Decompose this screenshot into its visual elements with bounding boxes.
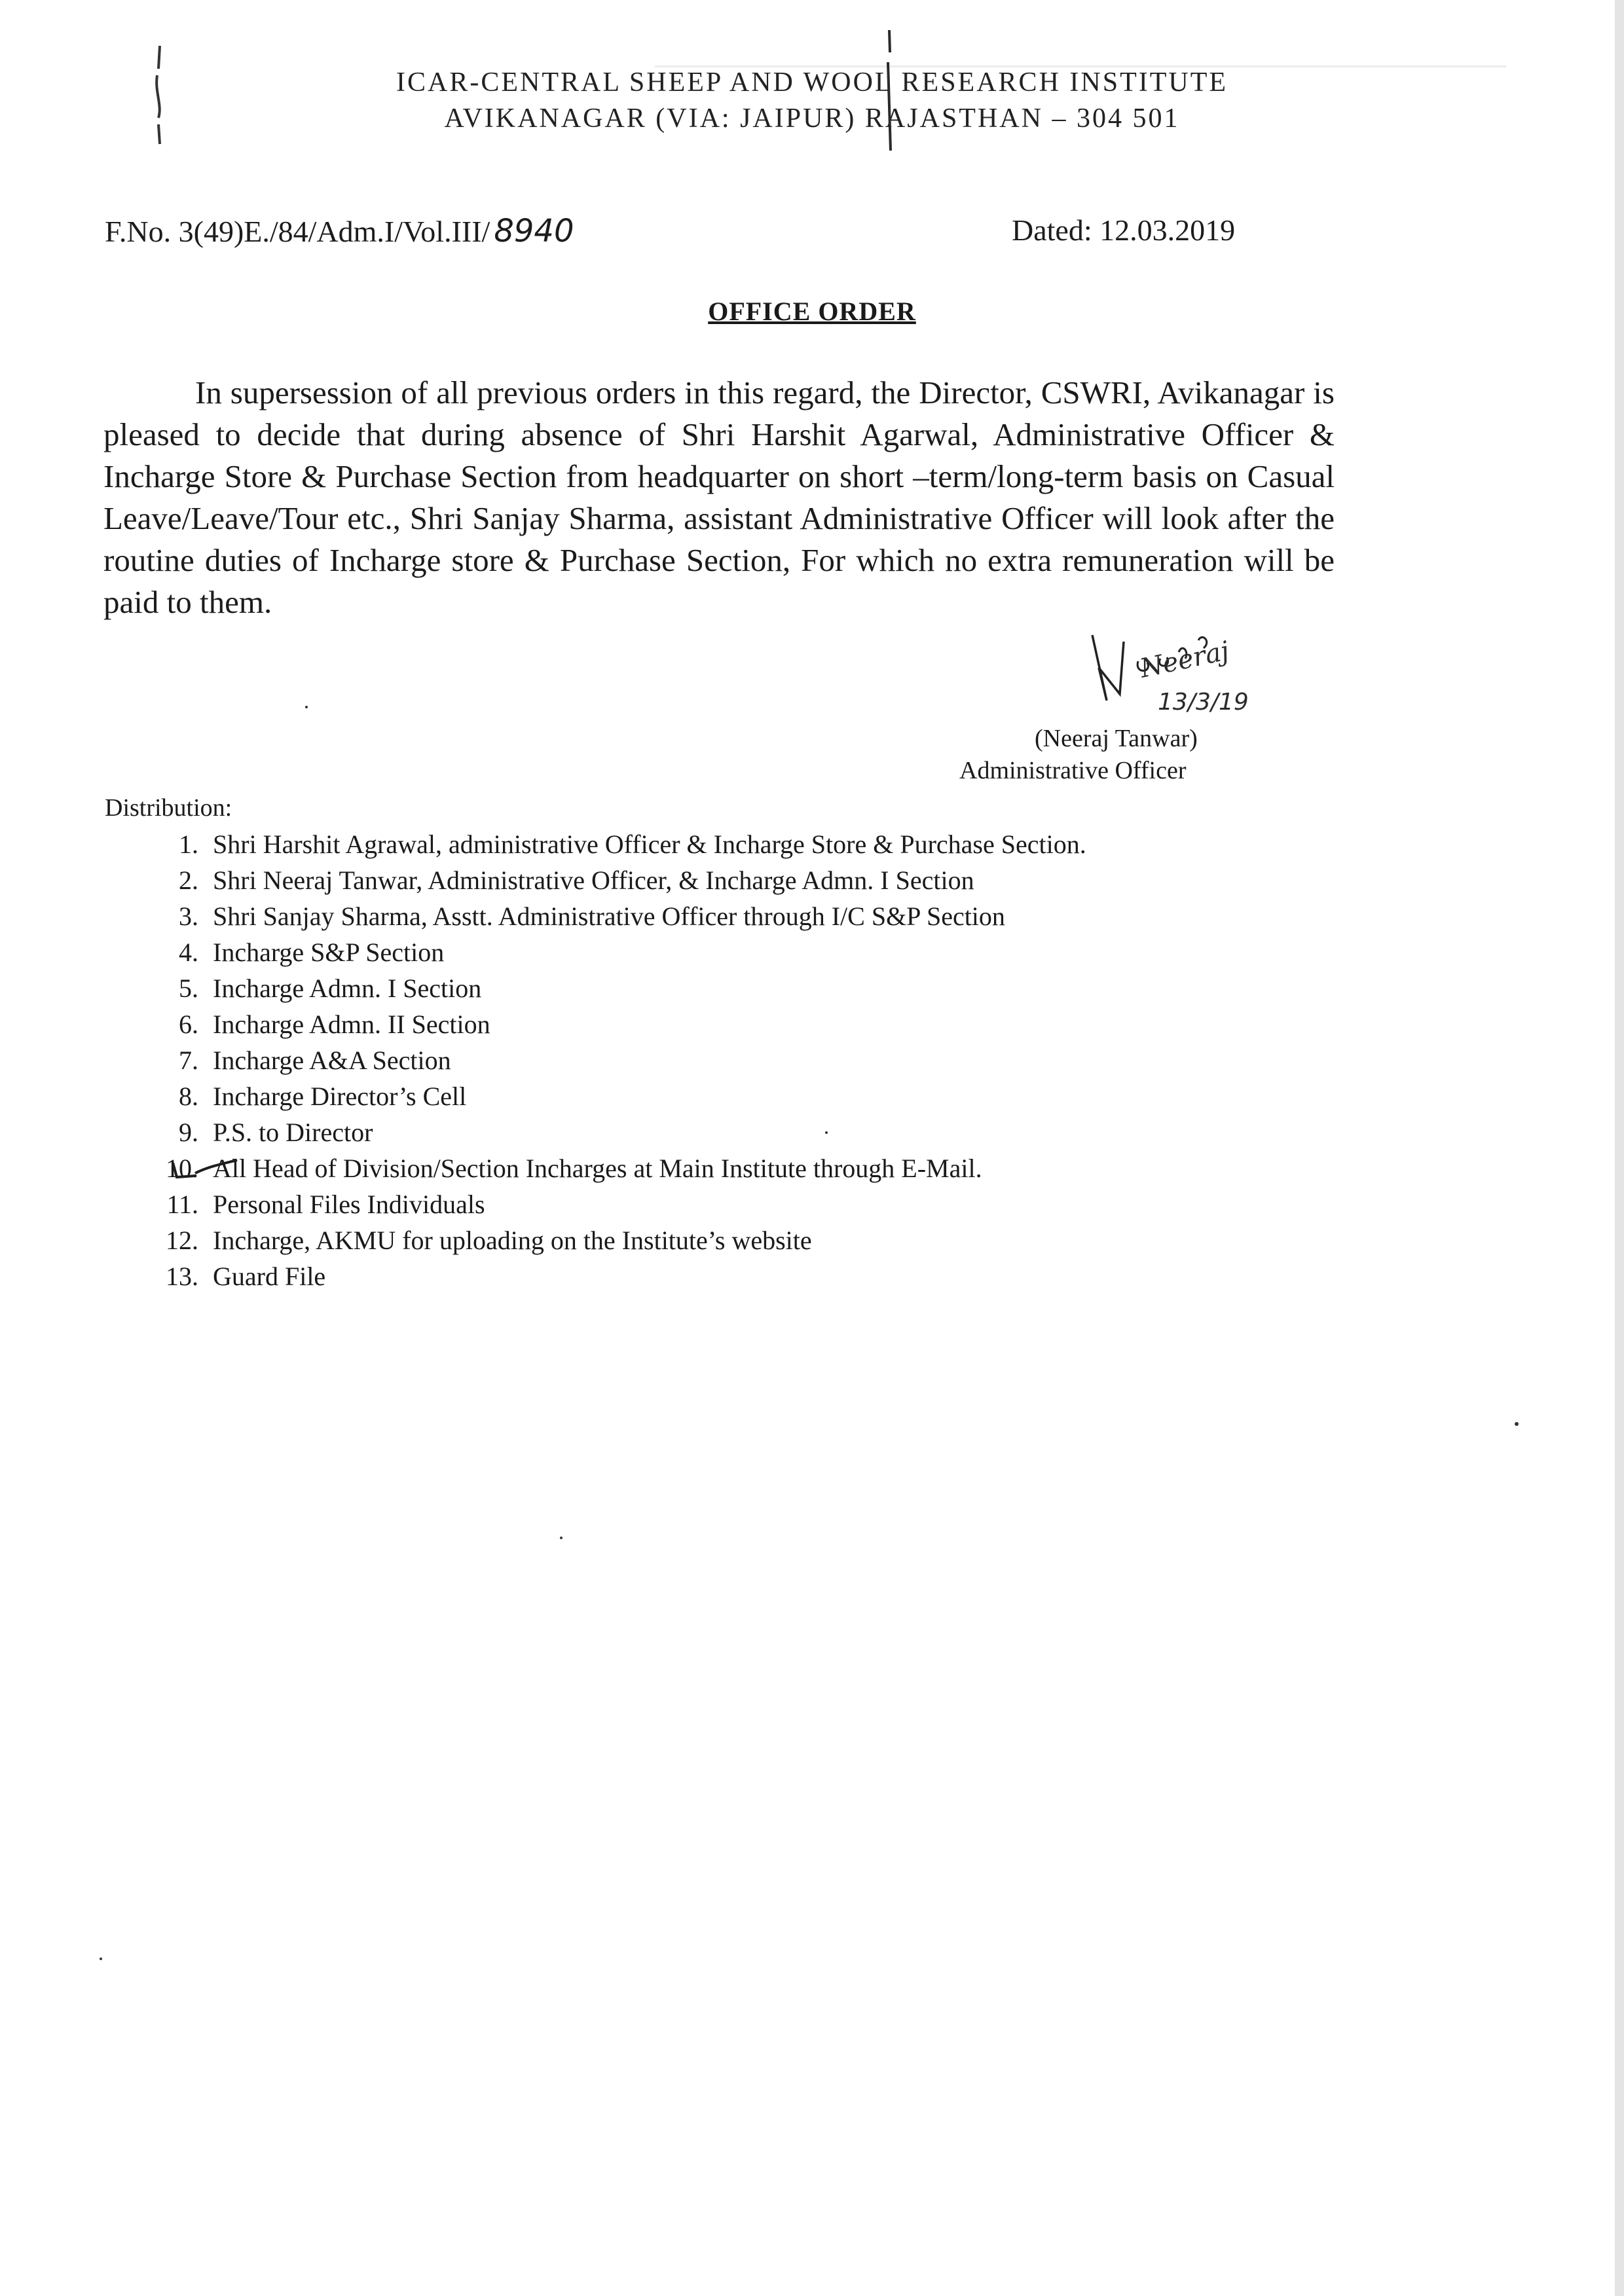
distribution-item bbox=[149, 898, 1086, 934]
scan-speck bbox=[305, 706, 308, 708]
signature-handwriting-name: Neeraj bbox=[1137, 636, 1232, 684]
item-text: Incharge Director’s Cell bbox=[213, 1082, 467, 1111]
item-number: 1. bbox=[179, 829, 198, 859]
signature-handwritten-date: 13/3/19 bbox=[1158, 689, 1249, 716]
item-number: 9. bbox=[179, 1118, 198, 1147]
item-text: Incharge S&P Section bbox=[213, 938, 445, 967]
scan-speck bbox=[825, 1131, 828, 1134]
distribution-item bbox=[149, 1222, 1086, 1258]
item-text: Incharge A&A Section bbox=[213, 1046, 451, 1075]
item-number: 4. bbox=[179, 938, 198, 967]
institute-name: ICAR-CENTRAL SHEEP AND WOOL RESEARCH INSTITUTE bbox=[396, 67, 1228, 98]
order-body: In supersession of all previous orders in this regard, the Director, CSWRI, Avikanagar is pleased to decide that during absence of Shri Harshit Agarwal, Administrative Officer & Incharge Store & Purchase Section from headquarter on short –term/long-term basis on Casual Leave/Leave/Tour etc., Shri Sanjay Sharma, assistant Administrative Officer will look after the routine duties of Incharge store & Purchase Section, For which no extra remuneration will be paid to them. bbox=[103, 374, 1335, 620]
item-number: 6. bbox=[179, 1010, 198, 1039]
scan-speck bbox=[1515, 1422, 1519, 1426]
distribution-item bbox=[149, 1150, 1086, 1186]
item-text: Guard File bbox=[213, 1262, 326, 1291]
office-order-title: OFFICE ORDER bbox=[708, 297, 916, 326]
item-text: Incharge, AKMU for uploading on the Institute’s website bbox=[213, 1226, 812, 1255]
item-number: 13. bbox=[166, 1262, 198, 1291]
item-number: 12. bbox=[166, 1226, 198, 1255]
item-text: All Head of Division/Section Incharges at Main Institute through E-Mail. bbox=[213, 1154, 982, 1183]
distribution-item bbox=[149, 1258, 1086, 1294]
item-number: 11. bbox=[166, 1190, 198, 1219]
distribution-item bbox=[149, 1114, 1086, 1150]
file-number-text: F.No. 3(49)E./84/Adm.I/Vol.III/ bbox=[105, 215, 490, 248]
vertical-stroke-mark bbox=[880, 26, 900, 157]
item-text: P.S. to Director bbox=[213, 1118, 373, 1147]
signature-mark bbox=[1074, 629, 1283, 733]
item-number: 3. bbox=[179, 902, 198, 931]
scan-speck bbox=[560, 1537, 563, 1539]
distribution-label: Distribution: bbox=[105, 794, 232, 822]
item-text: Shri Sanjay Sharma, Asstt. Administrative Officer through I/C S&P Section bbox=[213, 902, 1005, 931]
distribution-item bbox=[149, 970, 1086, 1006]
distribution-item bbox=[149, 934, 1086, 970]
institute-address: AVIKANAGAR (VIA: JAIPUR) RAJASTHAN – 304 501 bbox=[444, 103, 1180, 134]
distribution-item bbox=[149, 826, 1086, 862]
signatory-name: (Neeraj Tanwar) bbox=[1035, 725, 1198, 752]
scan-speck bbox=[100, 1958, 102, 1960]
order-date: Dated: 12.03.2019 bbox=[1012, 213, 1236, 247]
item-number: 10. bbox=[166, 1154, 198, 1183]
item-number: 8. bbox=[179, 1082, 198, 1111]
item-number: 7. bbox=[179, 1046, 198, 1075]
item-text: Personal Files Individuals bbox=[213, 1190, 485, 1219]
item-text: Incharge Admn. II Section bbox=[213, 1010, 490, 1039]
distribution-item bbox=[149, 1078, 1086, 1114]
scan-edge-right bbox=[1615, 0, 1624, 2296]
handwritten-tick-mark bbox=[169, 1154, 241, 1186]
item-text: Shri Harshit Agrawal, administrative Officer & Incharge Store & Purchase Section. bbox=[213, 829, 1086, 859]
item-text: Shri Neeraj Tanwar, Administrative Officer, & Incharge Admn. I Section bbox=[213, 866, 974, 895]
distribution-item bbox=[149, 862, 1086, 898]
item-text: Incharge Admn. I Section bbox=[213, 974, 482, 1003]
distribution-list bbox=[149, 826, 1086, 1294]
signatory-designation: Administrative Officer bbox=[959, 757, 1187, 784]
distribution-item bbox=[149, 1042, 1086, 1078]
dispatch-number: 8940 bbox=[494, 213, 574, 249]
distribution-item bbox=[149, 1186, 1086, 1222]
distribution-item bbox=[149, 1006, 1086, 1042]
item-number: 5. bbox=[179, 974, 198, 1003]
item-number: 2. bbox=[179, 866, 198, 895]
file-number bbox=[105, 213, 574, 249]
